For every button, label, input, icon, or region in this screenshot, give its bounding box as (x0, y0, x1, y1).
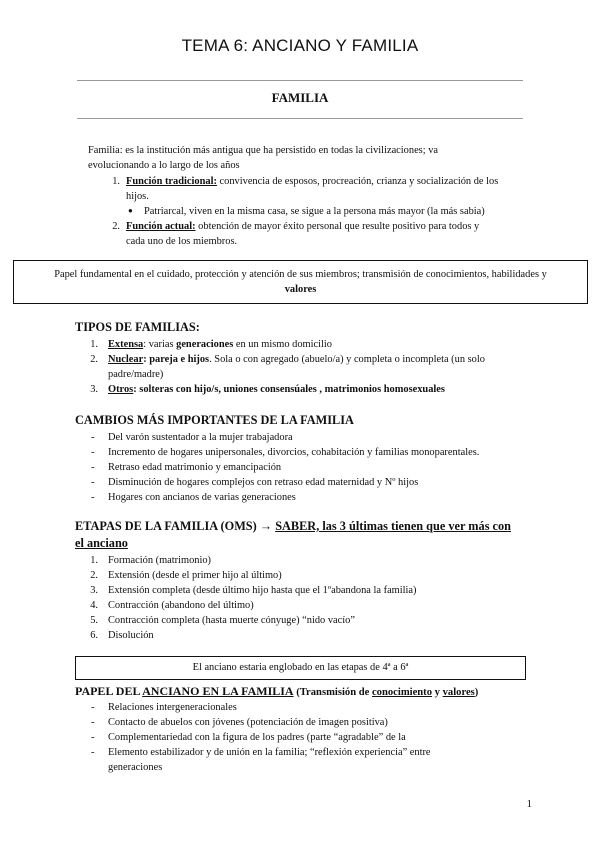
list-number: 1. (90, 555, 98, 566)
dash-icon: - (91, 477, 95, 488)
page-title: TEMA 6: ANCIANO Y FAMILIA (181, 36, 419, 55)
list-item: Contracción completa (hasta muerte cónyuge) “nido vacío” (108, 615, 355, 626)
list-item: Extensión (desde el primer hijo al último) (108, 570, 282, 581)
list-item: Del varón sustentador a la mujer trabajadora (108, 432, 293, 443)
list-number: 6. (90, 630, 98, 641)
list-item: Disolución (108, 630, 154, 641)
list-item: Contacto de abuelos con jóvenes (potenciación de imagen positiva) (108, 717, 388, 728)
list-item: Elemento estabilizador y de unión en la familia; “reflexión experiencia” entre generaciones (108, 747, 431, 773)
dash-icon: - (91, 747, 95, 758)
list-item: Contracción (abandono del último) (108, 600, 254, 611)
list-item: Hogares con ancianos de varias generaciones (108, 492, 296, 503)
list-item: Patriarcal, viven en la misma casa, se sigue a la persona más mayor (la más sabia) (144, 206, 485, 217)
dash-icon: - (91, 432, 95, 443)
list-number: 3. (90, 384, 98, 395)
list-number: 3. (90, 585, 98, 596)
list-item: Disminución de hogares complejos con retraso edad maternidad y Nº hijos (108, 477, 419, 488)
list-number: 2. (90, 354, 98, 365)
list-item: Otros: solteras con hijo/s, uniones consensúales , matrimonios homosexuales (108, 384, 445, 395)
intro-paragraph: Familia: es la institución más antigua que ha persistido en todas la civilizaciones; va evolucionando a lo largo de los años (88, 145, 439, 171)
list-item: Retraso edad matrimonio y emancipación (108, 462, 282, 473)
bullet-icon: ● (128, 206, 133, 215)
dash-icon: - (91, 492, 95, 503)
divider (77, 118, 523, 119)
dash-icon: - (91, 702, 95, 713)
list-number: 2. (90, 570, 98, 581)
list-number: 2. (112, 221, 120, 232)
list-number: 4. (90, 600, 98, 611)
list-item: Nuclear: pareja e hijos. Sola o con agregado (abuelo/a) y completa o incompleta (un solo padre/madre) (108, 354, 485, 380)
list-item: Complementariedad con la figura de los padres (parte “agradable” de la (108, 732, 406, 743)
dash-icon: - (91, 462, 95, 473)
section-heading: CAMBIOS MÁS IMPORTANTES DE LA FAMILIA (75, 413, 354, 427)
highlight-box: El anciano estaria englobado en las etapas de 4ª a 6ª (75, 656, 526, 680)
section-heading: ETAPAS DE LA FAMILIA (OMS) → SABER, las 3 últimas tienen que ver más con el anciano (75, 519, 512, 550)
highlight-box: Papel fundamental en el cuidado, protección y atención de sus miembros; transmisión de conocimientos, habilidades y valores (13, 260, 588, 304)
list-item: Relaciones intergeneracionales (108, 702, 237, 713)
dash-icon: - (91, 447, 95, 458)
list-item: Incremento de hogares unipersonales, divorcios, cohabitación y familias monoparentales. (108, 447, 480, 458)
section-heading: PAPEL DEL ANCIANO EN LA FAMILIA (Transmisión de conocimiento y valores) (75, 684, 479, 698)
section-heading: TIPOS DE FAMILIAS: (75, 320, 200, 334)
section-title: FAMILIA (271, 90, 329, 105)
list-item: Función actual: obtención de mayor éxito personal que resulte positivo para todos y cada uno de los miembros. (126, 221, 480, 247)
list-number: 1. (112, 176, 120, 187)
dash-icon: - (91, 732, 95, 743)
list-number: 1. (90, 339, 98, 350)
divider (77, 80, 523, 81)
dash-icon: - (91, 717, 95, 728)
page-number: 1 (526, 798, 532, 810)
list-item: Extensa: varias generaciones en un mismo domicilio (108, 339, 332, 350)
list-number: 5. (90, 615, 98, 626)
list-item: Extensión completa (desde último hijo hasta que el 1ºabandona la familia) (108, 585, 417, 596)
list-item: Función tradicional: convivencia de esposos, procreación, crianza y socialización de los hijos. (126, 176, 499, 202)
list-item: Formación (matrimonio) (108, 555, 212, 566)
